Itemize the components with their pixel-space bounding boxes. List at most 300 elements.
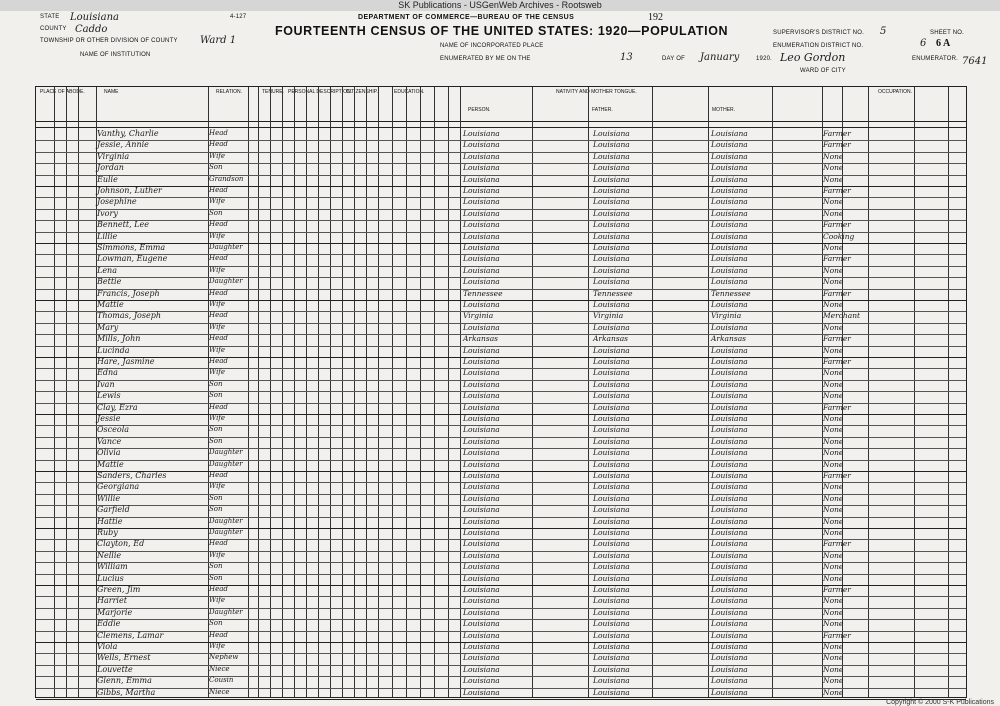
row-birthplace-father: Louisiana (593, 687, 630, 697)
row-birthplace-father: Louisiana (593, 630, 630, 640)
header-citizenship: CITIZENSHIP. (346, 89, 378, 95)
row-birthplace-mother: Louisiana (711, 140, 748, 150)
row-name: Lucius (97, 573, 124, 583)
row-relation: Grandson (209, 174, 244, 183)
row-birthplace-person: Louisiana (463, 642, 500, 651)
row-name: Lucinda (97, 345, 130, 355)
row-birthplace-person: Louisiana (463, 140, 500, 150)
stamp-number: 7641 (962, 56, 988, 67)
row-relation: Wife (209, 345, 226, 354)
row-birthplace-person: Louisiana (463, 539, 500, 549)
ward-label: WARD OF CITY (800, 68, 846, 74)
row-occupation: None (823, 425, 844, 435)
row-occupation: None (823, 345, 844, 355)
row-name: Johnson, Luther (97, 186, 162, 195)
row-relation: Wife (209, 642, 226, 650)
row-birthplace-father: Louisiana (593, 174, 630, 184)
row-birthplace-mother: Louisiana (711, 459, 748, 469)
row-name: Glenn, Emma (97, 676, 152, 686)
row-birthplace-father: Louisiana (593, 653, 630, 663)
row-birthplace-mother: Louisiana (711, 391, 748, 401)
row-birthplace-person: Arkansas (463, 334, 499, 344)
row-birthplace-person: Louisiana (463, 231, 500, 241)
row-birthplace-person: Louisiana (463, 619, 500, 629)
row-relation: Wife (209, 265, 226, 274)
row-relation: Daughter (209, 459, 243, 468)
row-name: Simmons, Emma (97, 243, 166, 252)
row-birthplace-person: Louisiana (463, 368, 500, 378)
row-birthplace-father: Louisiana (593, 619, 630, 629)
row-birthplace-person: Louisiana (463, 630, 500, 640)
row-occupation: None (823, 391, 844, 401)
row-birthplace-father: Louisiana (593, 528, 630, 537)
row-birthplace-mother: Louisiana (711, 448, 748, 458)
row-relation: Daughter (209, 243, 243, 251)
row-birthplace-father: Louisiana (593, 414, 630, 423)
row-birthplace-mother: Louisiana (711, 231, 748, 241)
row-birthplace-mother: Louisiana (711, 265, 748, 275)
row-name: Eddie (97, 619, 121, 629)
row-occupation: None (823, 607, 844, 617)
row-birthplace-mother: Louisiana (711, 300, 748, 309)
row-name: Marjorie (97, 607, 133, 617)
row-birthplace-person: Louisiana (463, 459, 500, 469)
row-occupation: None (823, 208, 844, 218)
row-birthplace-father: Arkansas (593, 334, 629, 344)
row-name: Virginia (97, 151, 130, 161)
row-birthplace-father: Louisiana (593, 676, 630, 686)
row-birthplace-mother: Louisiana (711, 630, 748, 640)
row-birthplace-person: Louisiana (463, 265, 500, 275)
row-birthplace-mother: Louisiana (711, 573, 748, 583)
header-personal-description: PERSONAL DESCRIPTION. (288, 89, 352, 95)
row-birthplace-person: Louisiana (463, 300, 500, 309)
enumeration-district-label: ENUMERATION DISTRICT NO. (773, 43, 864, 49)
row-birthplace-person: Louisiana (463, 482, 500, 492)
row-occupation: None (823, 642, 844, 651)
row-name: Thomas, Joseph (97, 311, 161, 321)
row-birthplace-person: Louisiana (463, 220, 500, 230)
row-occupation: None (823, 448, 844, 458)
row-birthplace-person: Louisiana (463, 573, 500, 583)
row-relation: Wife (209, 368, 226, 377)
row-relation: Son (209, 163, 223, 172)
row-birthplace-person: Louisiana (463, 254, 500, 264)
row-birthplace-father: Louisiana (593, 243, 630, 252)
row-birthplace-father: Louisiana (593, 391, 630, 401)
row-occupation: None (823, 676, 844, 686)
row-birthplace-person: Louisiana (463, 163, 500, 173)
row-birthplace-father: Louisiana (593, 300, 630, 309)
row-birthplace-father: Louisiana (593, 220, 630, 230)
state-value: Louisiana (70, 12, 119, 23)
row-occupation: None (823, 379, 844, 389)
row-relation: Head (209, 288, 228, 297)
row-birthplace-person: Louisiana (463, 379, 500, 389)
header-name: NAME (104, 89, 119, 95)
row-relation: Head (209, 334, 228, 343)
copyright: Copyright © 2000 S-K Publications (886, 699, 994, 706)
row-relation: Wife (209, 322, 226, 331)
row-occupation: Farmer (823, 186, 851, 195)
row-birthplace-person: Louisiana (463, 505, 500, 515)
enumeration-year: 1920. (756, 56, 773, 62)
row-birthplace-mother: Arkansas (711, 334, 747, 344)
row-name: Edna (97, 368, 118, 378)
row-occupation: Farmer (823, 220, 851, 230)
row-birthplace-person: Louisiana (463, 174, 500, 184)
row-occupation: None (823, 277, 844, 287)
row-name: Lewis (97, 391, 121, 401)
row-birthplace-father: Louisiana (593, 562, 630, 572)
row-birthplace-person: Louisiana (463, 277, 500, 287)
row-name: Hare, Jasmine (97, 357, 155, 366)
row-occupation: None (823, 505, 844, 515)
row-name: Jordan (97, 163, 124, 173)
row-occupation: None (823, 516, 844, 526)
row-relation: Niece (209, 687, 230, 696)
row-birthplace-father: Louisiana (593, 163, 630, 173)
row-birthplace-father: Louisiana (593, 573, 630, 583)
row-relation: Son (209, 505, 223, 514)
row-name: Clayton, Ed (97, 539, 145, 549)
incorporated-label: NAME OF INCORPORATED PLACE (440, 43, 544, 49)
row-birthplace-person: Louisiana (463, 208, 500, 218)
row-name: Jessie (97, 414, 121, 423)
row-occupation: None (823, 243, 844, 252)
row-birthplace-mother: Louisiana (711, 243, 748, 252)
header-father: FATHER. (592, 107, 613, 113)
row-birthplace-mother: Louisiana (711, 345, 748, 355)
row-occupation: None (823, 300, 844, 309)
row-birthplace-father: Louisiana (593, 357, 630, 366)
row-occupation: None (823, 573, 844, 583)
row-birthplace-father: Louisiana (593, 402, 630, 412)
row-birthplace-father: Louisiana (593, 140, 630, 150)
row-birthplace-father: Louisiana (593, 550, 630, 560)
row-name: Jessie, Annie (97, 140, 149, 150)
row-birthplace-father: Louisiana (593, 436, 630, 446)
supervisor-value: 5 (880, 26, 887, 37)
header-education: EDUCATION. (394, 89, 425, 95)
row-birthplace-person: Louisiana (463, 664, 500, 674)
row-relation: Niece (209, 664, 230, 673)
row-name: Viola (97, 642, 118, 651)
row-birthplace-mother: Louisiana (711, 208, 748, 218)
row-occupation: Farmer (823, 129, 851, 138)
window-title-bar: SK Publications - USGenWeb Archives - Rootsweb (0, 0, 1000, 11)
row-birthplace-person: Louisiana (463, 607, 500, 617)
row-birthplace-mother: Louisiana (711, 197, 748, 207)
row-birthplace-mother: Louisiana (711, 220, 748, 230)
row-birthplace-person: Louisiana (463, 414, 500, 423)
row-name: Harriet (97, 596, 127, 606)
row-name: Garfield (97, 505, 130, 515)
row-occupation: Cooking (823, 231, 855, 241)
row-relation: Wife (209, 151, 226, 160)
row-birthplace-person: Louisiana (463, 151, 500, 161)
row-name: Josephine (97, 197, 137, 207)
row-occupation: None (823, 562, 844, 572)
institution-label: NAME OF INSTITUTION (80, 52, 151, 58)
row-relation: Daughter (209, 516, 243, 525)
row-birthplace-mother: Louisiana (711, 436, 748, 446)
row-occupation: None (823, 265, 844, 275)
row-name: Osceola (97, 425, 130, 435)
row-birthplace-mother: Louisiana (711, 505, 748, 515)
header-relation: RELATION. (216, 89, 243, 95)
row-name: Wells, Ernest (97, 653, 151, 663)
row-birthplace-mother: Louisiana (711, 687, 748, 697)
row-birthplace-father: Louisiana (593, 151, 630, 161)
row-birthplace-father: Louisiana (593, 129, 630, 138)
row-name: Nellie (97, 550, 122, 560)
header-tenure: TENURE. (262, 89, 284, 95)
row-birthplace-mother: Louisiana (711, 596, 748, 606)
row-birthplace-person: Louisiana (463, 550, 500, 560)
row-birthplace-person: Louisiana (463, 516, 500, 526)
row-name: William (97, 562, 128, 572)
page-number: 192 (648, 12, 663, 23)
row-birthplace-person: Louisiana (463, 687, 500, 697)
row-birthplace-mother: Louisiana (711, 151, 748, 161)
row-occupation: Merchant (823, 311, 861, 321)
county-label: COUNTY (40, 26, 67, 32)
row-relation: Son (209, 208, 223, 217)
row-rule (36, 699, 966, 700)
row-occupation: None (823, 664, 844, 674)
row-relation: Daughter (209, 528, 243, 536)
row-birthplace-father: Louisiana (593, 642, 630, 651)
day-of-label: DAY OF (662, 56, 685, 62)
row-relation: Wife (209, 596, 226, 605)
row-relation: Head (209, 630, 228, 639)
row-birthplace-mother: Louisiana (711, 471, 748, 480)
row-birthplace-father: Louisiana (593, 505, 630, 515)
row-name: Vanthy, Charlie (97, 129, 159, 138)
row-relation: Cousin (209, 676, 234, 685)
enumerated-day: 13 (620, 52, 633, 63)
row-birthplace-mother: Louisiana (711, 425, 748, 435)
row-birthplace-mother: Louisiana (711, 482, 748, 492)
row-relation: Son (209, 379, 223, 388)
row-relation: Daughter (209, 448, 243, 457)
row-birthplace-person: Louisiana (463, 345, 500, 355)
row-birthplace-father: Louisiana (593, 459, 630, 469)
row-occupation: None (823, 414, 844, 423)
enumerator-name: Leo Gordon (780, 51, 846, 64)
row-relation: Son (209, 436, 223, 445)
township-value: Ward 1 (200, 35, 237, 46)
row-birthplace-mother: Louisiana (711, 664, 748, 674)
row-occupation: None (823, 687, 844, 697)
row-relation: Head (209, 220, 228, 229)
row-occupation: None (823, 459, 844, 469)
row-birthplace-person: Louisiana (463, 357, 500, 366)
row-birthplace-person: Virginia (463, 311, 494, 321)
row-birthplace-father: Louisiana (593, 471, 630, 480)
row-relation: Wife (209, 231, 226, 240)
row-birthplace-father: Louisiana (593, 345, 630, 355)
row-occupation: None (823, 174, 844, 184)
row-name: Gibbs, Martha (97, 687, 156, 697)
row-relation: Head (209, 402, 228, 411)
row-occupation: None (823, 528, 844, 537)
row-name: Louvette (97, 664, 133, 674)
row-occupation: Farmer (823, 140, 851, 150)
enumeration-month: January (700, 52, 740, 63)
row-birthplace-mother: Louisiana (711, 368, 748, 378)
row-relation: Son (209, 391, 223, 400)
row-birthplace-person: Louisiana (463, 322, 500, 332)
row-birthplace-person: Louisiana (463, 676, 500, 686)
row-birthplace-father: Louisiana (593, 664, 630, 674)
row-birthplace-mother: Virginia (711, 311, 742, 321)
department-heading: DEPARTMENT OF COMMERCE—BUREAU OF THE CENSUS (358, 14, 575, 21)
row-occupation: None (823, 322, 844, 332)
row-birthplace-person: Louisiana (463, 653, 500, 663)
row-relation: Wife (209, 414, 226, 422)
row-occupation: Farmer (823, 402, 851, 412)
enumeration-district-value: 6 (920, 38, 927, 49)
row-birthplace-person: Louisiana (463, 391, 500, 401)
row-relation: Head (209, 357, 228, 365)
row-name: Willie (97, 493, 121, 503)
row-occupation: None (823, 482, 844, 492)
header-place-of-abode: PLACE OF ABODE. (40, 89, 85, 95)
row-birthplace-father: Louisiana (593, 231, 630, 241)
row-name: Clay, Ezra (97, 402, 138, 412)
row-name: Mills, John (97, 334, 141, 344)
row-relation: Wife (209, 300, 226, 308)
row-birthplace-mother: Louisiana (711, 493, 748, 503)
row-name: Georgiana (97, 482, 140, 492)
row-birthplace-father: Louisiana (593, 277, 630, 287)
row-relation: Head (209, 311, 228, 320)
row-relation: Son (209, 573, 223, 582)
row-name: Lena (97, 265, 117, 275)
row-birthplace-father: Louisiana (593, 585, 630, 594)
row-name: Clemens, Lamar (97, 630, 164, 640)
row-birthplace-mother: Louisiana (711, 379, 748, 389)
row-name: Olivia (97, 448, 121, 458)
row-birthplace-mother: Louisiana (711, 550, 748, 560)
header-nativity: NATIVITY AND MOTHER TONGUE. (556, 89, 637, 95)
row-relation: Head (209, 129, 228, 137)
header-mother: MOTHER. (712, 107, 736, 113)
row-birthplace-father: Louisiana (593, 482, 630, 492)
row-relation: Head (209, 585, 228, 593)
row-occupation: None (823, 197, 844, 207)
row-birthplace-father: Louisiana (593, 607, 630, 617)
row-name: Ruby (97, 528, 118, 537)
row-occupation: None (823, 368, 844, 378)
row-relation: Wife (209, 197, 226, 206)
row-occupation: None (823, 163, 844, 173)
row-birthplace-person: Louisiana (463, 197, 500, 207)
supervisor-label: SUPERVISOR'S DISTRICT NO. (773, 30, 864, 36)
row-birthplace-person: Louisiana (463, 493, 500, 503)
row-birthplace-mother: Louisiana (711, 254, 748, 264)
row-birthplace-person: Louisiana (463, 243, 500, 252)
row-birthplace-mother: Louisiana (711, 129, 748, 138)
row-birthplace-person: Louisiana (463, 129, 500, 138)
row-name: Hattie (97, 516, 123, 526)
form-number: 4-127 (230, 14, 247, 20)
row-birthplace-mother: Louisiana (711, 585, 748, 594)
sheet-label: SHEET NO. (930, 30, 965, 36)
row-relation: Head (209, 254, 228, 263)
row-birthplace-mother: Louisiana (711, 277, 748, 287)
row-birthplace-father: Louisiana (593, 516, 630, 526)
row-birthplace-person: Louisiana (463, 585, 500, 594)
row-occupation: Farmer (823, 334, 851, 344)
row-relation: Head (209, 471, 228, 479)
row-relation: Head (209, 186, 228, 194)
row-occupation: None (823, 653, 844, 663)
row-name: Vance (97, 436, 122, 446)
row-birthplace-father: Louisiana (593, 379, 630, 389)
row-birthplace-person: Louisiana (463, 402, 500, 412)
row-birthplace-mother: Louisiana (711, 163, 748, 173)
row-relation: Son (209, 425, 223, 434)
county-value: Caddo (75, 24, 108, 35)
row-occupation: None (823, 436, 844, 446)
enumerated-label: ENUMERATED BY ME ON THE (440, 56, 531, 62)
row-birthplace-father: Tennessee (593, 288, 633, 298)
row-name: Green, Jim (97, 585, 141, 594)
row-name: Bennett, Lee (97, 220, 149, 230)
row-birthplace-father: Louisiana (593, 322, 630, 332)
row-relation: Nephew (209, 653, 239, 662)
row-name: Mattie (97, 459, 124, 469)
row-name: Francis, Joseph (97, 288, 160, 298)
header-person: PERSON. (468, 107, 491, 113)
row-name: Bettie (97, 277, 122, 287)
row-birthplace-mother: Louisiana (711, 402, 748, 412)
row-name: Eulie (97, 174, 118, 184)
row-birthplace-father: Louisiana (593, 368, 630, 378)
row-birthplace-father: Virginia (593, 311, 624, 321)
row-birthplace-mother: Louisiana (711, 642, 748, 651)
row-birthplace-mother: Louisiana (711, 186, 748, 195)
row-birthplace-mother: Louisiana (711, 676, 748, 686)
row-occupation: None (823, 596, 844, 606)
row-birthplace-father: Louisiana (593, 493, 630, 503)
row-birthplace-mother: Louisiana (711, 607, 748, 617)
row-name: Ivan (97, 379, 115, 389)
row-occupation: Farmer (823, 288, 851, 298)
row-occupation: None (823, 550, 844, 560)
row-name: Lowman, Eugene (97, 254, 168, 264)
row-birthplace-father: Louisiana (593, 186, 630, 195)
row-name: Sanders, Charles (97, 471, 167, 480)
row-birthplace-mother: Louisiana (711, 174, 748, 184)
row-birthplace-mother: Louisiana (711, 357, 748, 366)
row-birthplace-father: Louisiana (593, 539, 630, 549)
row-birthplace-father: Louisiana (593, 448, 630, 458)
row-birthplace-father: Louisiana (593, 265, 630, 275)
row-name: Mary (97, 322, 119, 332)
row-birthplace-person: Louisiana (463, 436, 500, 446)
row-birthplace-mother: Louisiana (711, 414, 748, 423)
row-birthplace-person: Louisiana (463, 425, 500, 435)
row-relation: Wife (209, 482, 226, 491)
row-relation: Son (209, 493, 223, 502)
row-birthplace-person: Louisiana (463, 448, 500, 458)
row-relation: Son (209, 619, 223, 628)
state-label: STATE (40, 14, 60, 20)
